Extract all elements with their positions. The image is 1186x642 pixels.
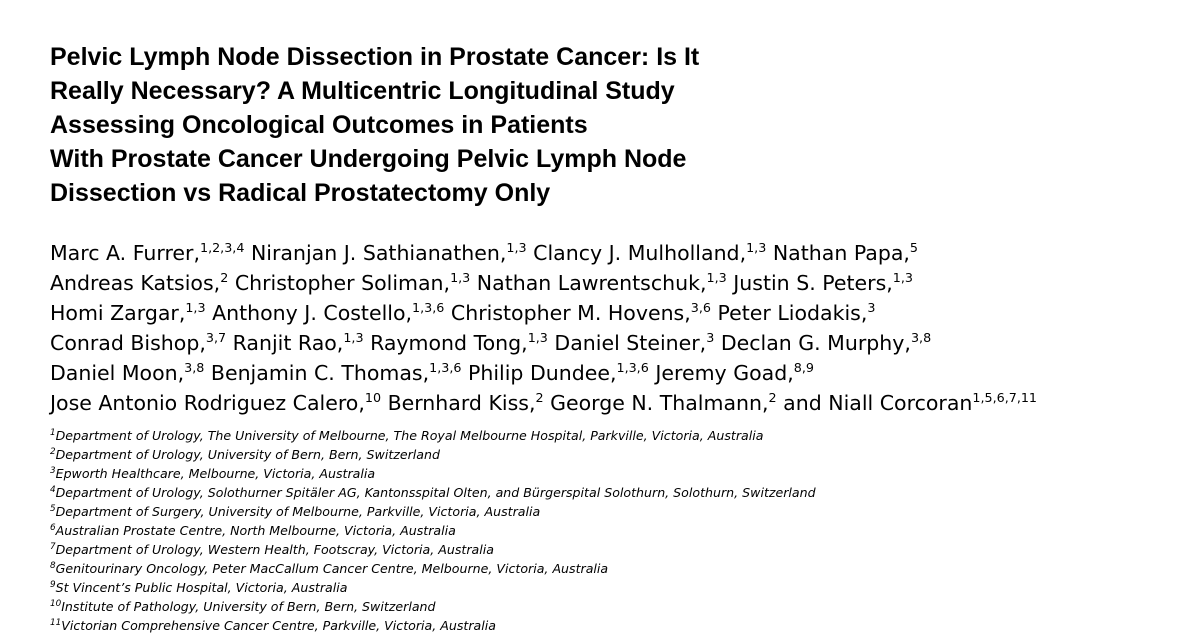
author-entry [50,391,381,415]
author-name: Niranjan J. Sathianathen, [250,241,507,265]
author-name: Declan G. Murphy, [720,331,911,355]
author-name: and Niall Corcoran [783,391,973,415]
author-entry [783,391,1037,415]
title-line: Pelvic Lymph Node Dissection in Prostate Cancer: Is It [50,43,700,71]
author-entry [370,331,548,355]
author-name: Benjamin C. Thomas, [210,361,430,385]
author-name: Daniel Steiner, [554,331,707,355]
affiliation-item [50,445,1170,464]
affiliation-item [50,597,1170,616]
author-affiliation-marker: 3 [706,330,715,346]
article-title [50,40,1170,210]
author-affiliation-marker: 3,6 [690,300,711,316]
author-affiliation-marker: 1,3,6 [616,360,649,376]
author-entry [212,301,444,325]
author-line [50,358,1170,388]
author-affiliation-marker: 1,3 [506,240,527,256]
author-entry [451,301,711,325]
affiliation-number: 3 [50,466,56,477]
author-name: Daniel Moon, [50,361,185,385]
affiliation-item [50,502,1170,521]
author-name: Nathan Papa, [772,241,910,265]
affiliation-number: 1 [50,428,56,439]
author-entry [251,241,527,265]
affiliation-item [50,616,1170,635]
author-affiliation-marker: 1,3 [892,270,913,286]
affiliation-text: Institute of Pathology, University of Bern, Bern, Switzerland [61,599,436,614]
author-name: Nathan Lawrentschuk, [476,271,707,295]
author-affiliation-marker: 1,3 [185,300,206,316]
author-entry [773,241,918,265]
affiliation-number: 8 [50,561,56,572]
author-affiliation-marker: 3 [867,300,876,316]
affiliation-item [50,578,1170,597]
author-affiliation-marker: 1,2,3,4 [199,240,245,256]
author-line [50,268,1170,298]
author-name: Homi Zargar, [50,301,186,325]
title-line: Assessing Oncological Outcomes in Patients [50,111,588,139]
author-entry [733,271,913,295]
author-list [50,238,1170,418]
author-entry [50,301,206,325]
author-name: Jose Antonio Rodriguez Calero, [50,391,365,415]
affiliation-number: 4 [50,485,56,496]
author-entry [50,361,204,385]
title-line: Really Necessary? A Multicentric Longitudinal Study [50,77,675,105]
affiliation-number: 7 [50,542,56,553]
author-entry [721,331,931,355]
author-entry [50,271,228,295]
author-affiliation-marker: 1,3 [746,240,767,256]
affiliation-text: Department of Urology, Solothurner Spitäler AG, Kantonsspital Olten, and Bürgerspital Solothurn, Solothurn, Switzerland [55,485,816,500]
author-affiliation-marker: 3,8 [910,330,932,346]
author-name: Peter Liodakis, [717,301,868,325]
affiliation-item [50,521,1170,540]
author-affiliation-marker: 2 [220,270,229,286]
author-entry [235,271,470,295]
title-line: With Prostate Cancer Undergoing Pelvic Lymph Node [50,145,687,173]
article-header [50,40,1170,635]
author-affiliation-marker: 10 [364,390,382,406]
author-entry [211,361,462,385]
affiliation-text: Department of Urology, Western Health, Footscray, Victoria, Australia [55,542,494,557]
affiliation-text: Department of Urology, The University of Melbourne, The Royal Melbourne Hospital, Parkville, Victoria, Australia [55,428,764,443]
author-entry [468,361,649,385]
affiliation-text: St Vincent’s Public Hospital, Victoria, Australia [55,580,348,595]
author-entry [554,331,714,355]
author-entry [533,241,766,265]
author-name: Conrad Bishop, [50,331,206,355]
author-affiliation-marker: 1,3 [706,270,727,286]
affiliation-text: Australian Prostate Centre, North Melbourne, Victoria, Australia [55,523,456,538]
author-entry [718,301,876,325]
author-name: Ranjit Rao, [232,331,344,355]
affiliation-list [50,426,1170,635]
author-line [50,328,1170,358]
author-affiliation-marker: 3,8 [184,360,205,376]
affiliation-number: 10 [50,599,62,610]
affiliation-number: 9 [50,580,56,591]
author-affiliation-marker: 1,3,6 [429,360,462,376]
affiliation-item [50,426,1170,445]
author-name: Christopher Soliman, [234,271,451,295]
author-name: Philip Dundee, [467,361,617,385]
author-name: Bernhard Kiss, [387,391,536,415]
author-affiliation-marker: 2 [768,390,777,406]
affiliation-item [50,540,1170,559]
affiliation-item [50,559,1170,578]
author-name: Christopher M. Hovens, [450,301,691,325]
author-entry [477,271,727,295]
author-affiliation-marker: 5 [909,240,919,256]
affiliation-text: Epworth Healthcare, Melbourne, Victoria, Australia [55,466,376,481]
author-name: Justin S. Peters, [733,271,893,295]
author-affiliation-marker: 1,3,6 [412,300,445,316]
author-line [50,238,1170,268]
author-name: Anthony J. Costello, [212,301,413,325]
author-affiliation-marker: 2 [535,390,544,406]
author-affiliation-marker: 1,3 [450,270,471,286]
author-entry [233,331,364,355]
author-entry [550,391,777,415]
author-affiliation-marker: 1,3 [343,330,364,346]
affiliation-text: Genitourinary Oncology, Peter MacCallum Cancer Centre, Melbourne, Victoria, Australia [55,561,609,576]
author-name: George N. Thalmann, [550,391,769,415]
affiliation-text: Department of Surgery, University of Melbourne, Parkville, Victoria, Australia [55,504,541,519]
author-affiliation-marker: 8,9 [793,360,814,376]
author-name: Jeremy Goad, [655,361,794,385]
affiliation-number: 6 [50,523,56,534]
affiliation-text: Department of Urology, University of Bern, Bern, Switzerland [55,447,440,462]
author-line [50,388,1170,418]
author-affiliation-marker: 1,5,6,7,11 [972,390,1038,406]
author-entry [655,361,814,385]
author-name: Marc A. Furrer, [50,241,200,265]
author-entry [388,391,544,415]
author-affiliation-marker: 3,7 [205,330,227,346]
author-name: Clancy J. Mulholland, [533,241,747,265]
affiliation-item [50,483,1170,502]
affiliation-item [50,464,1170,483]
affiliation-text: Victorian Comprehensive Cancer Centre, Parkville, Victoria, Australia [61,618,496,633]
affiliation-number: 2 [50,447,56,458]
affiliation-number: 5 [50,504,56,515]
author-entry [50,241,244,265]
author-name: Raymond Tong, [370,331,528,355]
author-entry [50,331,226,355]
affiliation-number: 11 [50,618,62,629]
author-line [50,298,1170,328]
title-line: Dissection vs Radical Prostatectomy Only [50,179,551,207]
author-affiliation-marker: 1,3 [527,330,548,346]
author-name: Andreas Katsios, [50,271,221,295]
